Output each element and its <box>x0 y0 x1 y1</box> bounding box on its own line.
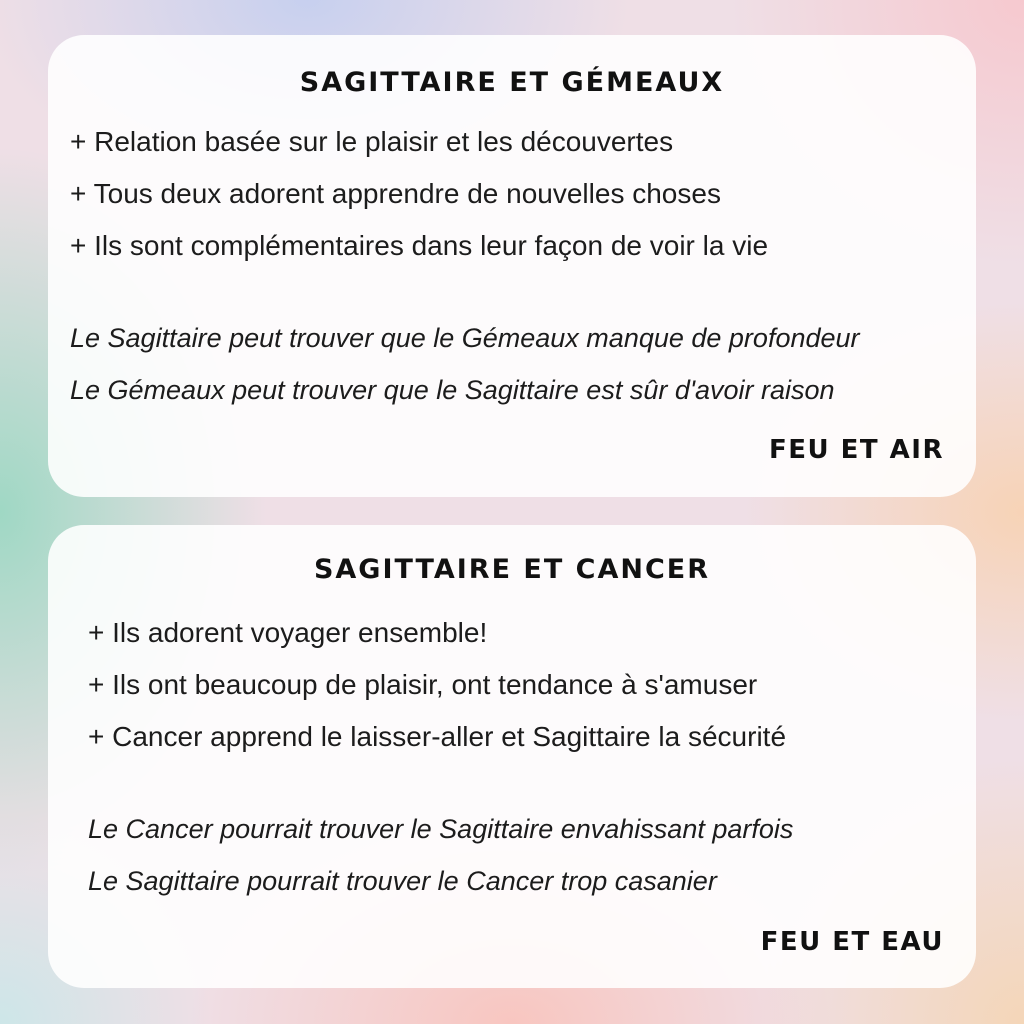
positive-point: + Ils ont beaucoup de plaisir, ont tendance à s'amuser <box>88 669 758 700</box>
card-title: SAGITTAIRE ET GÉMEAUX <box>299 67 725 98</box>
element-label: FEU ET AIR <box>768 435 944 465</box>
caveat-note: Le Sagittaire pourrait trouver le Cancer trop casanier <box>88 866 717 896</box>
positive-point: + Relation basée sur le plaisir et les découvertes <box>70 126 674 157</box>
positive-point: + Tous deux adorent apprendre de nouvelles choses <box>70 178 721 209</box>
caveat-note: Le Cancer pourrait trouver le Sagittaire envahissant parfois <box>88 814 794 844</box>
positive-point: + Ils adorent voyager ensemble! <box>88 617 488 648</box>
card-title: SAGITTAIRE ET CANCER <box>313 554 711 585</box>
compatibility-card-cancer <box>48 525 976 988</box>
caveat-note: Le Gémeaux peut trouver que le Sagittaire est sûr d'avoir raison <box>70 375 835 405</box>
element-label: FEU ET EAU <box>760 927 944 957</box>
positive-point: + Cancer apprend le laisser-aller et Sagittaire la sécurité <box>88 721 787 752</box>
compatibility-card-gemeaux <box>48 35 976 497</box>
caveat-note: Le Sagittaire peut trouver que le Gémeaux manque de profondeur <box>70 323 860 353</box>
positive-point: + Ils sont complémentaires dans leur façon de voir la vie <box>70 230 769 261</box>
